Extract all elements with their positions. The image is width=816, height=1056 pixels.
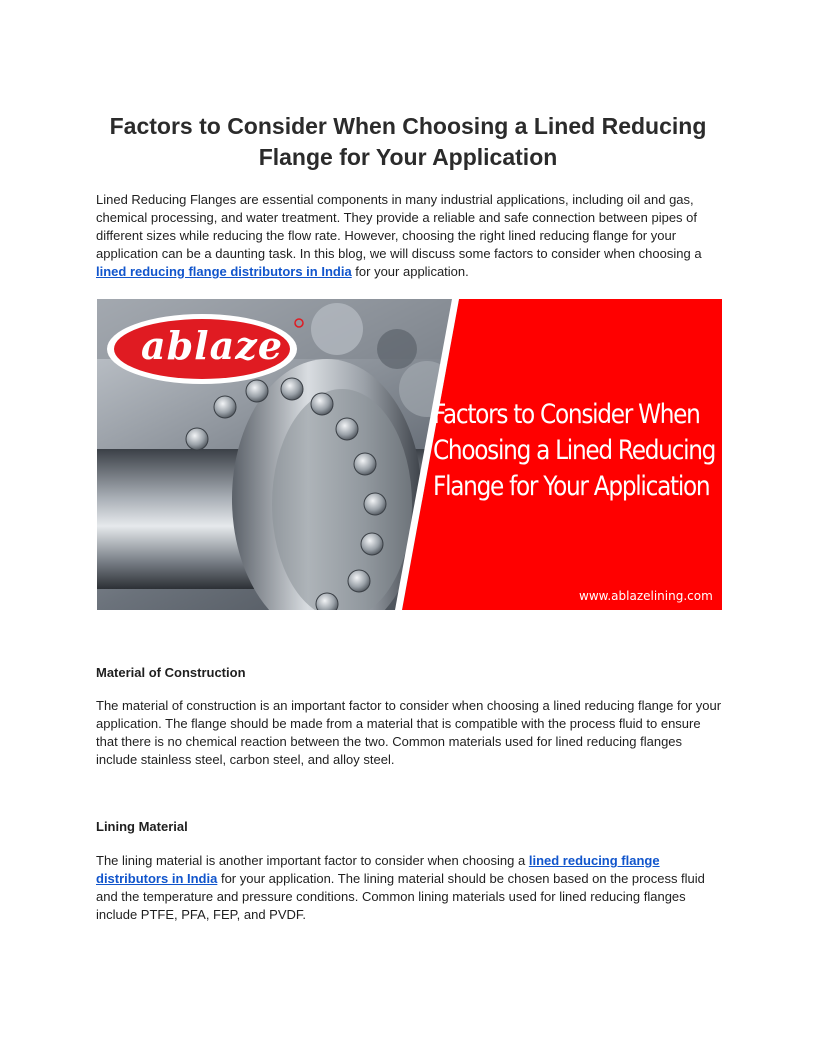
ablaze-logo: ablaze xyxy=(140,323,283,368)
distributors-link-2[interactable]: lined reducing flange distributors in India xyxy=(96,853,660,886)
lining-text-before: The lining material is another important factor to consider when choosing a xyxy=(96,853,529,868)
section-heading-lining: Lining Material xyxy=(96,819,188,834)
section-text-lining xyxy=(96,852,724,924)
page-title: Factors to Consider When Choosing a Lined Reducing Flange for Your Application xyxy=(109,113,707,170)
banner-image xyxy=(97,299,722,610)
banner-headline-line: Choosing a Lined Reducing xyxy=(433,435,716,466)
distributors-link[interactable]: lined reducing flange distributors in India xyxy=(96,264,352,279)
intro-text: Lined Reducing Flanges are essential components in many industrial applications, including oil and gas, chemical processing, and water treatment. They provide a reliable and safe connection between pipes of different sizes while reducing the flow rate. However, choosing the right lined reducing flange for your application can be a daunting task. In this blog, we will discuss some factors to consider when choosing a xyxy=(96,192,702,261)
section-text-material: The material of construction is an important factor to consider when choosing a lined reducing flange for your application. The flange should be made from a material that is compatible with the process fluid to ensure that there is no chemical reaction between the two. Common materials used for lined reducing flanges include stainless steel, carbon steel, and alloy steel. xyxy=(96,698,722,767)
section-heading-material: Material of Construction xyxy=(96,665,246,680)
banner-url: www.ablazelining.com xyxy=(579,589,713,603)
lining-text-after: for your application. The lining material should be chosen based on the process fluid and the temperature and pressure conditions. Common lining materials used for lined reducing flanges include PTFE, PFA, FEP, and PVDF. xyxy=(96,871,705,922)
intro-paragraph xyxy=(96,191,724,281)
banner-headline xyxy=(433,397,716,505)
banner-headline-line: Flange for Your Application xyxy=(433,471,710,502)
banner-headline-line: Factors to Consider When xyxy=(433,399,700,430)
intro-after-text: for your application. xyxy=(351,264,469,279)
